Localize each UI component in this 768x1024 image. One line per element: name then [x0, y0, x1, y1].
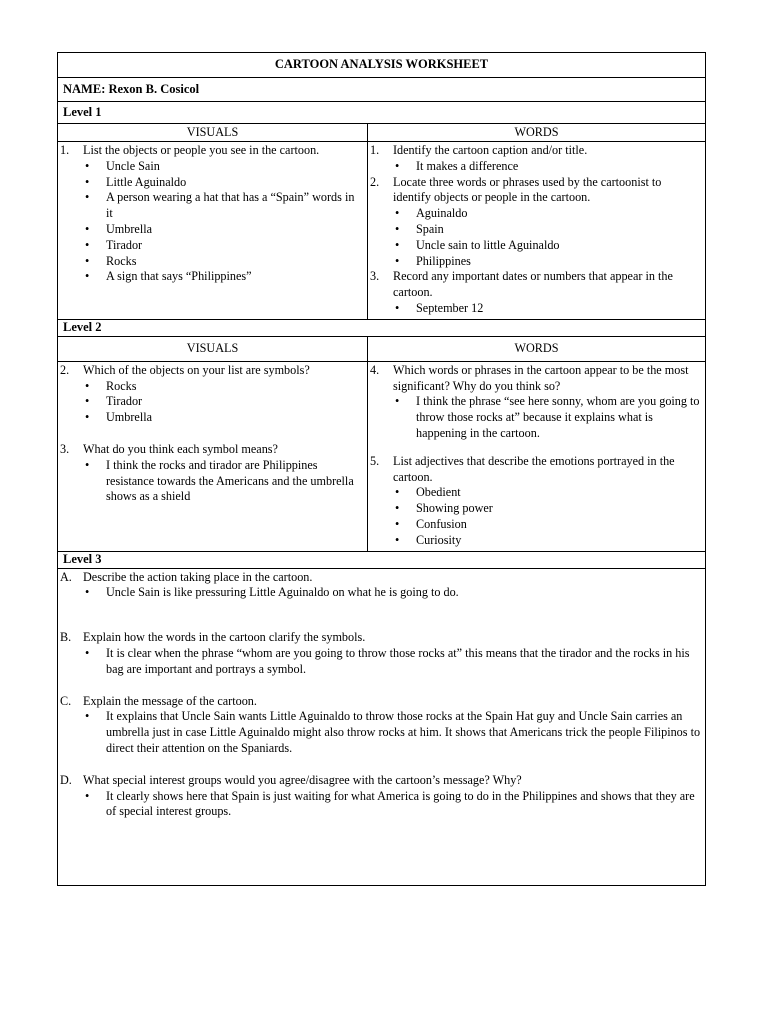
answer-list [370, 485, 701, 548]
answer-item: • Aguinaldo [395, 206, 701, 222]
worksheet-table [57, 52, 706, 886]
question-text [60, 630, 701, 646]
question-label: Record any important dates or numbers that appear in the cartoon. [393, 269, 673, 300]
answer-item: • Rocks [85, 379, 363, 395]
answer-list [370, 394, 701, 441]
answer-list [60, 379, 363, 426]
answer-item: • Umbrella [85, 410, 363, 426]
question [370, 175, 701, 270]
question-number: 5. [370, 453, 380, 468]
question-label: Which of the objects on your list are symbols? [83, 362, 310, 377]
question [370, 143, 701, 175]
question [370, 363, 701, 442]
answer-item: • It makes a difference [395, 159, 701, 175]
level-1-words-cell [368, 142, 706, 320]
question-text [60, 363, 363, 379]
answer-list [60, 709, 701, 756]
answer-item: • I think the phrase “see here sonny, whom are you going to throw those rocks at” because it explains what is happening in the cartoon. [395, 394, 701, 441]
question-text [60, 570, 701, 586]
answer-list [370, 159, 701, 175]
level-1-visuals-cell [58, 142, 368, 320]
question [370, 454, 701, 549]
level-1-visuals-header: VISUALS [58, 124, 368, 142]
answer-item: • It explains that Uncle Sain wants Little Aguinaldo to throw those rocks at the Spain Hat guy and Uncle Sain carries an umbrella just in case Little Aguinaldo might also throw rocks at him. It shows that Americans trick the people Filipinos to direct their attention on the Spaniards. [85, 709, 701, 756]
answer-item: • It clearly shows here that Spain is just waiting for what America is going to do in the Philippines and shows that they are of special interest groups. [85, 789, 701, 821]
question-text [60, 442, 363, 458]
level-1-label: Level 1 [58, 102, 706, 124]
answer-list [60, 458, 363, 505]
level-2-visuals-cell [58, 361, 368, 551]
question-number: D. [60, 772, 72, 787]
question [60, 363, 363, 426]
answer-item: • A sign that says “Philippines” [85, 269, 363, 285]
question-number: A. [60, 569, 72, 584]
answer-list [60, 789, 701, 821]
answer-item: • Curiosity [395, 533, 701, 549]
question-label: Identify the cartoon caption and/or title. [393, 143, 588, 157]
question-number: B. [60, 630, 72, 645]
question-number: 4. [370, 362, 380, 377]
question-label: Describe the action taking place in the cartoon. [83, 569, 313, 584]
question [60, 143, 363, 285]
question [60, 630, 701, 677]
answer-item: • I think the rocks and tirador are Philippines resistance towards the Americans and the umbrella shows as a shield [85, 458, 363, 505]
answer-item: • Umbrella [85, 222, 363, 238]
question [60, 694, 701, 757]
question-label: Locate three words or phrases used by the cartoonist to identify objects or people in the cartoon. [393, 174, 662, 205]
question-label: Which words or phrases in the cartoon appear to be the most significant? Why do you think so? [393, 362, 689, 393]
level-3-cell [58, 568, 706, 885]
answer-item: • Tirador [85, 394, 363, 410]
question [60, 570, 701, 602]
question-label: What do you think each symbol means? [83, 441, 278, 456]
answer-item: • Philippines [395, 254, 701, 270]
answer-item: • Little Aguinaldo [85, 175, 363, 191]
question-text [370, 269, 701, 301]
answer-item: • Uncle Sain is like pressuring Little Aguinaldo on what he is going to do. [85, 585, 701, 601]
question-number: 2. [60, 362, 70, 377]
answer-item: • Uncle Sain [85, 159, 363, 175]
question-label: What special interest groups would you agree/disagree with the cartoon’s message? Why? [83, 772, 522, 787]
question [60, 442, 363, 505]
answer-list [60, 646, 701, 678]
question-number: C. [60, 693, 72, 708]
answer-item: • Confusion [395, 517, 701, 533]
level-1-words-header: WORDS [368, 124, 706, 142]
answer-list [60, 585, 701, 601]
level-2-words-cell [368, 361, 706, 551]
question [370, 269, 701, 316]
level-2-label: Level 2 [58, 319, 706, 336]
answer-list [370, 301, 701, 317]
question-text [370, 454, 701, 486]
answer-item: • Rocks [85, 254, 363, 270]
student-name: NAME: Rexon B. Cosicol [58, 78, 706, 102]
level-3-label: Level 3 [58, 551, 706, 568]
question-label: Explain how the words in the cartoon clarify the symbols. [83, 630, 366, 645]
answer-item: • Spain [395, 222, 701, 238]
question-number: 3. [60, 441, 70, 456]
question-text [370, 175, 701, 207]
answer-list [60, 159, 363, 285]
question [60, 773, 701, 820]
question-text [370, 363, 701, 395]
answer-item: • It is clear when the phrase “whom are you going to throw those rocks at” this means that the tirador and the rocks in his bag are important and portrays a symbol. [85, 646, 701, 678]
answer-item: • Tirador [85, 238, 363, 254]
question-label: List adjectives that describe the emotions portrayed in the cartoon. [393, 453, 675, 484]
answer-item: • Uncle sain to little Aguinaldo [395, 238, 701, 254]
question-number: 2. [370, 174, 380, 189]
question-number: 1. [370, 143, 380, 157]
question-text [60, 773, 701, 789]
answer-item: • Showing power [395, 501, 701, 517]
worksheet-title: CARTOON ANALYSIS WORKSHEET [58, 53, 706, 78]
question-text [370, 143, 701, 159]
level-2-words-header: WORDS [368, 336, 706, 361]
question-number: 1. [60, 143, 70, 157]
answer-item: • September 12 [395, 301, 701, 317]
level-2-visuals-header: VISUALS [58, 336, 368, 361]
answer-item: • A person wearing a hat that has a “Spain” words in it [85, 190, 363, 222]
question-number: 3. [370, 269, 380, 284]
question-text [60, 694, 701, 710]
answer-list [370, 206, 701, 269]
question-label: List the objects or people you see in the cartoon. [83, 143, 320, 157]
answer-item: • Obedient [395, 485, 701, 501]
question-text [60, 143, 363, 159]
question-label: Explain the message of the cartoon. [83, 693, 257, 708]
